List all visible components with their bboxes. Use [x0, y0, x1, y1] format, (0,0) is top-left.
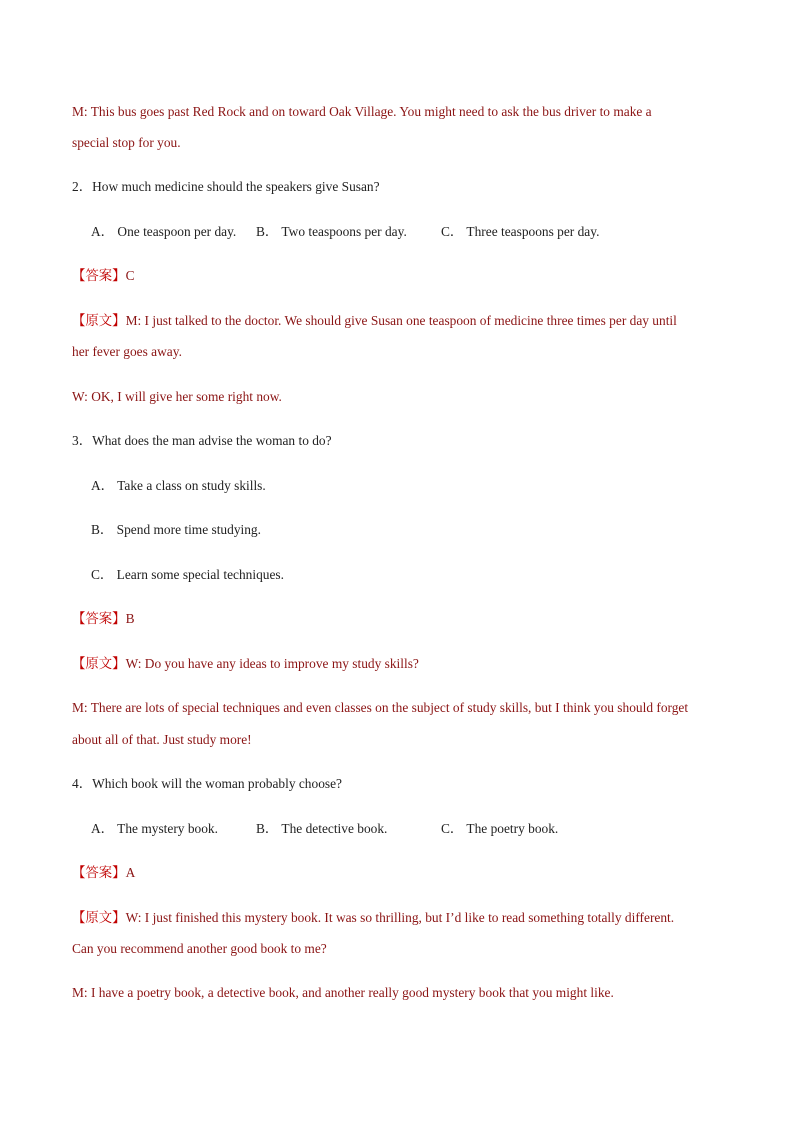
q3-option-c: C． Learn some special techniques. [91, 567, 284, 582]
q2-answer [72, 267, 135, 285]
q3-transcript-line1 [72, 655, 419, 673]
q3-option-a: A． Take a class on study skills. [91, 478, 266, 493]
q1-transcript-line2: special stop for you. [72, 135, 181, 150]
q3-answer [72, 610, 135, 628]
q4-question [72, 775, 342, 793]
q2-transcript-text1: M: I just talked to the doctor. We should give Susan one teaspoon of medicine three times per day until [125, 313, 677, 328]
q4-number: 4． [72, 776, 93, 791]
q2-question [72, 178, 380, 196]
q3-question-text: What does the man advise the woman to do? [92, 433, 332, 448]
q4-option-a: A． The mystery book. [91, 821, 218, 836]
q2-transcript-line3: W: OK, I will give her some right now. [72, 389, 282, 404]
q2-transcript-line2: her fever goes away. [72, 344, 182, 359]
q4-transcript-text1: W: I just finished this mystery book. It was so thrilling, but I’d like to read something totally different. [125, 910, 675, 925]
q3-answer-value: B [125, 611, 135, 626]
q4-transcript-label: 【原文】 [72, 910, 126, 925]
q3-question [72, 432, 332, 450]
q4-transcript-line1 [72, 909, 674, 927]
q2-answer-value: C [125, 268, 135, 283]
q3-transcript-line3: about all of that. Just study more! [72, 732, 252, 747]
q2-transcript-label: 【原文】 [72, 313, 126, 328]
q2-option-a: A． One teaspoon per day. [91, 224, 237, 239]
q3-option-b: B． Spend more time studying. [91, 522, 261, 537]
q4-transcript-line2: Can you recommend another good book to me? [72, 941, 327, 956]
q2-transcript-line1 [72, 312, 677, 330]
q4-transcript-line3: M: I have a poetry book, a detective book, and another really good mystery book that you might like. [72, 985, 614, 1000]
q4-answer-value: A [125, 865, 136, 880]
q3-answer-label: 【答案】 [72, 611, 126, 626]
q2-option-b: B． Two teaspoons per day. [256, 224, 407, 239]
q4-option-c: C． The poetry book. [441, 821, 559, 836]
q4-answer-label: 【答案】 [72, 865, 126, 880]
q2-answer-label: 【答案】 [72, 268, 126, 283]
q3-transcript-label: 【原文】 [72, 656, 126, 671]
q2-number: 2． [72, 179, 93, 194]
q1-transcript-line1: M: This bus goes past Red Rock and on toward Oak Village. You might need to ask the bus driver to make a [72, 104, 652, 119]
q2-option-c: C． Three teaspoons per day. [441, 224, 600, 239]
q3-number: 3． [72, 433, 93, 448]
q3-transcript-line2: M: There are lots of special techniques and even classes on the subject of study skills, but I think you should forget [72, 700, 689, 715]
q4-answer [72, 864, 135, 882]
q4-question-text: Which book will the woman probably choose? [92, 776, 342, 791]
q4-option-b: B． The detective book. [256, 821, 388, 836]
q2-question-text: How much medicine should the speakers give Susan? [92, 179, 380, 194]
q3-transcript-text1: W: Do you have any ideas to improve my study skills? [125, 656, 419, 671]
